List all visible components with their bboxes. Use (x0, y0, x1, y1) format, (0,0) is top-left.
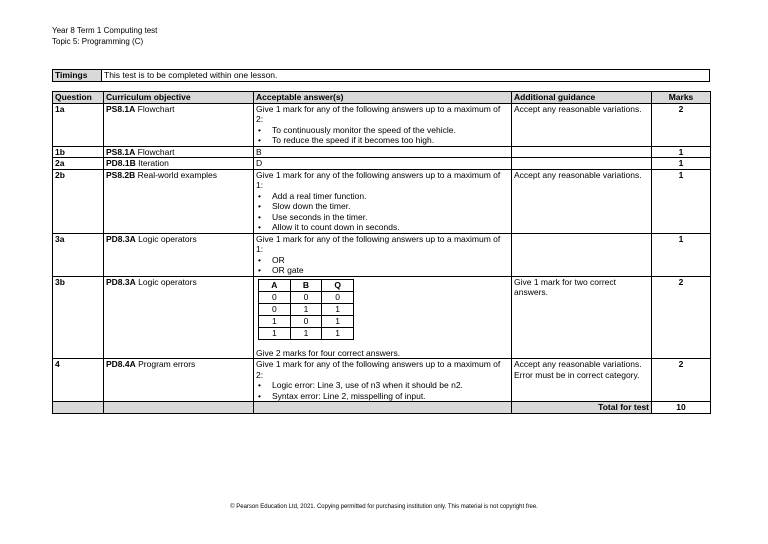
truth-cell: 0 (259, 303, 291, 315)
truth-cell: 1 (259, 315, 291, 327)
col-header: Marks (652, 92, 711, 104)
acceptable-answer (254, 276, 512, 359)
question-number: 1b (53, 146, 104, 158)
table-row (53, 103, 711, 146)
truth-cell: 0 (259, 291, 291, 303)
timings-table (52, 69, 710, 82)
table-row (53, 146, 711, 158)
marks-value: 2 (652, 276, 711, 359)
question-number: 3a (53, 233, 104, 276)
document-header (52, 25, 157, 47)
question-number: 1a (53, 103, 104, 146)
truth-header: B (290, 279, 322, 291)
list-item: • Syntax error: Line 2, misspelling of input. (272, 391, 509, 402)
additional-guidance (512, 146, 652, 158)
curriculum-objective: PD8.3A Logic operators (104, 276, 254, 359)
truth-cell: 1 (322, 303, 354, 315)
truth-cell: 1 (322, 327, 354, 339)
marks-value: 1 (652, 169, 711, 233)
list-item: • Use seconds in the timer. (272, 212, 509, 223)
additional-guidance: Accept any reasonable variations. (512, 169, 652, 233)
acceptable-answer: B (254, 146, 512, 158)
col-header: Curriculum objective (104, 92, 254, 104)
timings-text: This test is to be completed within one lesson. (102, 70, 710, 82)
mark-scheme-table (52, 91, 711, 414)
col-header: Additional guidance (512, 92, 652, 104)
table-header-row (53, 92, 711, 104)
question-number: 3b (53, 276, 104, 359)
acceptable-answer: Give 1 mark for any of the following answers up to a maximum of 2: • Logic error: Line 3, use of n3 when it should be n2. • Syntax error: Line 2, misspelling of input. (254, 359, 512, 402)
truth-header: A (259, 279, 291, 291)
list-item: • Allow it to count down in seconds. (272, 222, 509, 233)
curriculum-objective: PD8.1B Iteration (104, 158, 254, 170)
curriculum-objective: PS8.1A Flowchart (104, 103, 254, 146)
additional-guidance: Accept any reasonable variations. (512, 103, 652, 146)
answer-note: Give 2 marks for four correct answers. (256, 347, 401, 358)
copyright-footer: © Pearson Education Ltd, 2021. Copying permitted for purchasing institution only. This material is not copyright free. (230, 504, 538, 510)
acceptable-answer: Give 1 mark for any of the following answers up to a maximum of 1: • Add a real timer function. • Slow down the timer. • Use seconds in the timer. • Allow it to count down in seconds. (254, 169, 512, 233)
truth-cell: 0 (290, 291, 322, 303)
curriculum-objective: PS8.2B Real-world examples (104, 169, 254, 233)
list-item: • Slow down the timer. (272, 201, 509, 212)
marks-value: 2 (652, 103, 711, 146)
list-item: • OR (272, 255, 509, 266)
question-number: 2a (53, 158, 104, 170)
header-topic: Topic 5: Programming (C) (52, 37, 144, 46)
truth-cell: 0 (290, 315, 322, 327)
col-header: Question (53, 92, 104, 104)
col-header: Acceptable answer(s) (254, 92, 512, 104)
total-row (53, 402, 711, 414)
list-item: • OR gate (272, 265, 509, 276)
additional-guidance (512, 233, 652, 276)
curriculum-objective: PD8.4A Program errors (104, 359, 254, 402)
marks-value: 1 (652, 158, 711, 170)
acceptable-answer: Give 1 mark for any of the following answers up to a maximum of 1: • OR • OR gate (254, 233, 512, 276)
list-item: • Logic error: Line 3, use of n3 when it should be n2. (272, 380, 509, 391)
table-row (53, 233, 711, 276)
question-number: 4 (53, 359, 104, 402)
acceptable-answer: Give 1 mark for any of the following answers up to a maximum of 2: • To continuously monitor the speed of the vehicle. • To reduce the speed if it becomes too high. (254, 103, 512, 146)
marks-value: 2 (652, 359, 711, 402)
acceptable-answer: D (254, 158, 512, 170)
truth-cell: 1 (290, 303, 322, 315)
total-label: Total for test (512, 402, 652, 414)
truth-cell: 0 (322, 291, 354, 303)
additional-guidance: Give 1 mark for two correct answers. (512, 276, 652, 359)
timings-label: Timings (53, 70, 102, 82)
header-title: Year 8 Term 1 Computing test (52, 26, 158, 35)
truth-table (258, 279, 354, 340)
marks-value: 1 (652, 233, 711, 276)
table-row (53, 158, 711, 170)
truth-header: Q (322, 279, 354, 291)
truth-cell: 1 (259, 327, 291, 339)
total-value: 10 (652, 402, 711, 414)
additional-guidance (512, 158, 652, 170)
additional-guidance: Accept any reasonable variations. Error must be in correct category. (512, 359, 652, 402)
truth-cell: 1 (322, 315, 354, 327)
curriculum-objective: PS8.1A Flowchart (104, 146, 254, 158)
question-number: 2b (53, 169, 104, 233)
list-item: • To reduce the speed if it becomes too high. (272, 135, 509, 146)
truth-cell: 1 (290, 327, 322, 339)
table-row (53, 359, 711, 402)
table-row (53, 169, 711, 233)
table-row (53, 276, 711, 359)
curriculum-objective: PD8.3A Logic operators (104, 233, 254, 276)
list-item: • Add a real timer function. (272, 191, 509, 202)
list-item: • To continuously monitor the speed of the vehicle. (272, 125, 509, 136)
marks-value: 1 (652, 146, 711, 158)
